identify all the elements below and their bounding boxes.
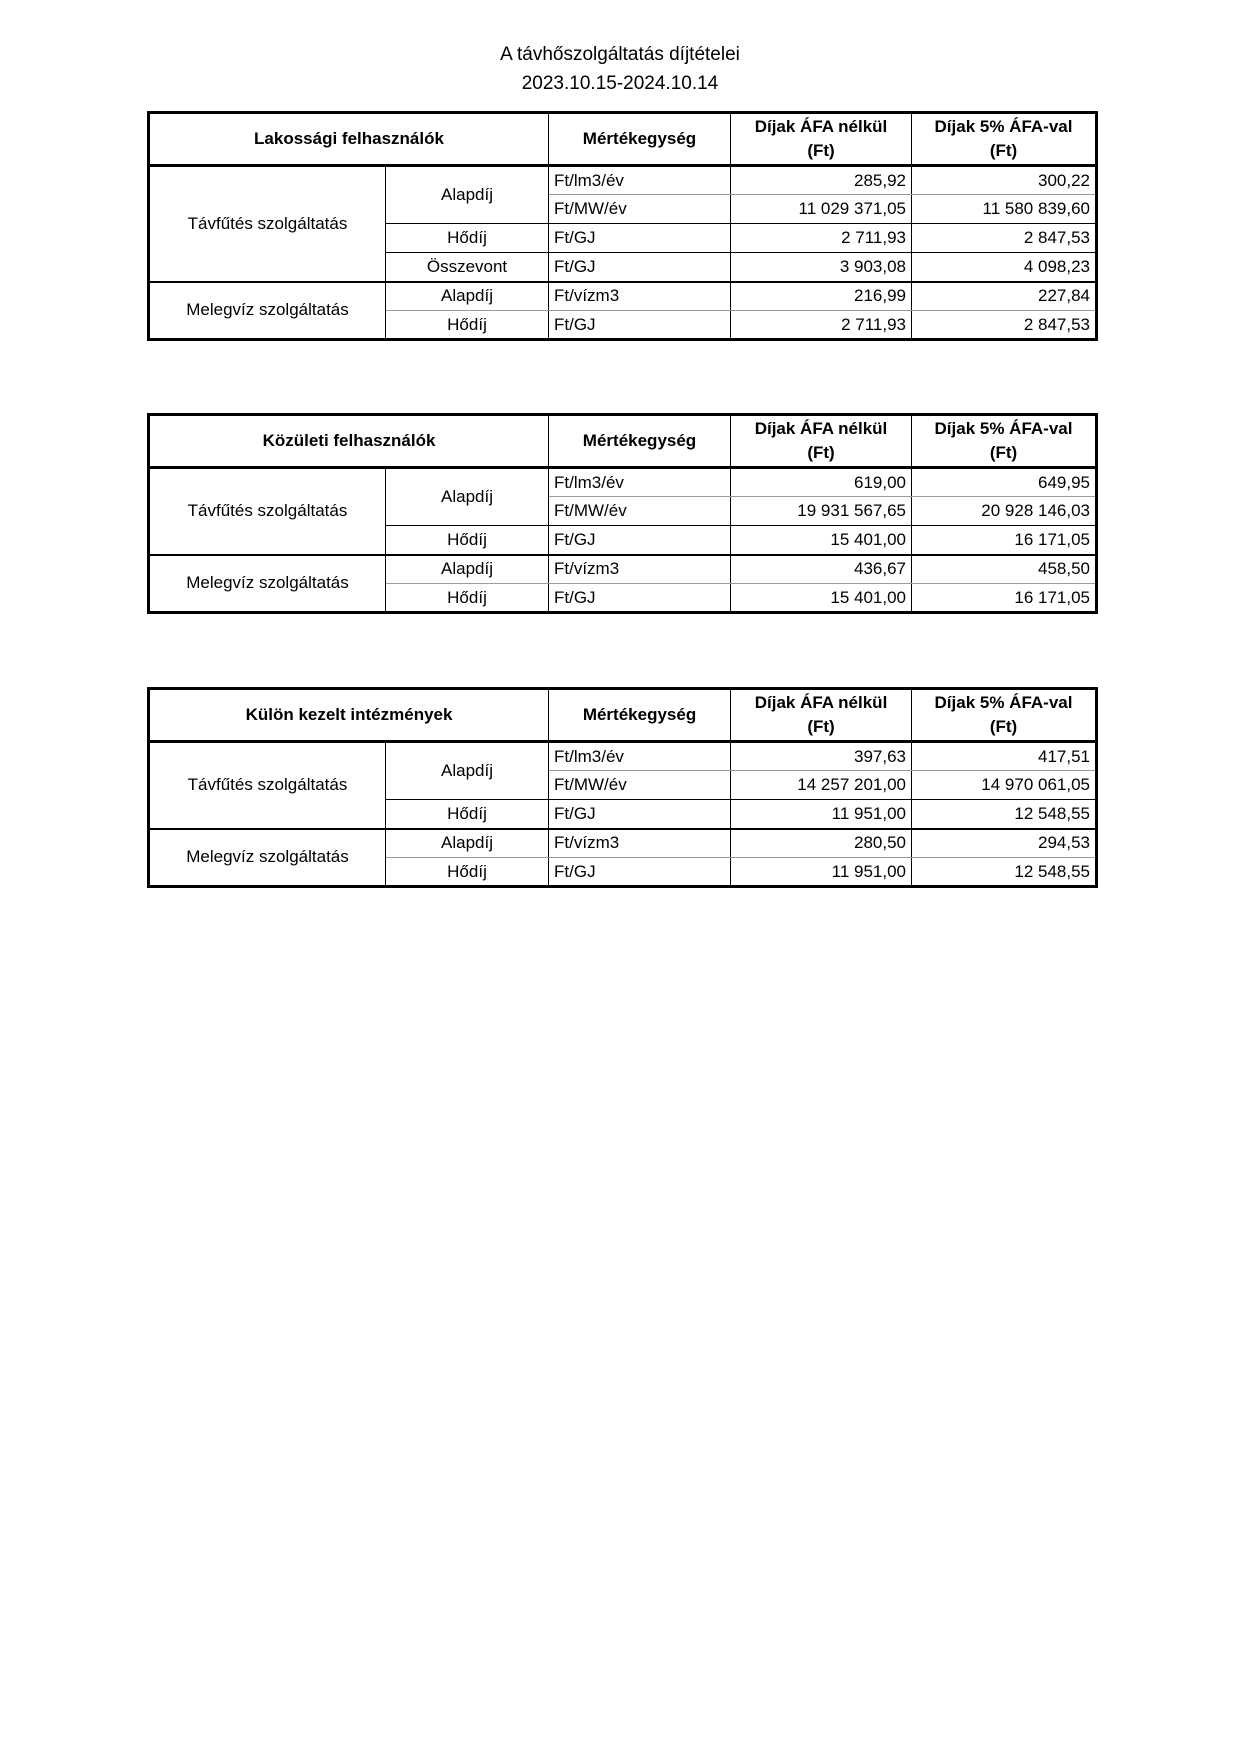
gross-price-cell: 16 171,05 [912,584,1097,613]
column-header-line: Díjak ÁFA nélkül [754,419,888,438]
service-category-cell: Távfűtés szolgáltatás [149,166,386,282]
table-header-row [149,113,1097,166]
gross-price-cell: 11 580 839,60 [912,195,1097,224]
unit-cell: Ft/MW/év [549,497,731,526]
fee-type-cell: Hődíj [386,526,549,555]
net-price-cell: 619,00 [731,468,912,497]
column-header-line: (Ft) [807,443,835,462]
net-price-column-header [731,113,912,166]
unit-cell: Ft/vízm3 [549,829,731,858]
table-row [149,468,1097,497]
residential-tariff-table [147,111,1098,341]
fee-type-cell: Hődíj [386,224,549,253]
net-price-cell: 15 401,00 [731,584,912,613]
fee-type-cell: Alapdíj [386,742,549,800]
net-price-cell: 14 257 201,00 [731,771,912,800]
unit-cell: Ft/GJ [549,858,731,887]
table-row [149,555,1097,584]
gross-price-cell: 458,50 [912,555,1097,584]
unit-column-header: Mértékegység [549,415,731,468]
table-header-row [149,689,1097,742]
gross-price-cell: 16 171,05 [912,526,1097,555]
public-tariff-table [147,413,1098,614]
gross-price-cell: 12 548,55 [912,858,1097,887]
net-price-cell: 11 951,00 [731,800,912,829]
table-row [149,282,1097,311]
gross-price-cell: 649,95 [912,468,1097,497]
fee-type-cell: Hődíj [386,311,549,340]
gross-price-cell: 417,51 [912,742,1097,771]
net-price-cell: 11 029 371,05 [731,195,912,224]
column-header-line: (Ft) [989,443,1018,462]
gross-price-cell: 14 970 061,05 [912,771,1097,800]
unit-column-header: Mértékegység [549,113,731,166]
service-category-cell: Melegvíz szolgáltatás [149,829,386,887]
fee-type-cell: Hődíj [386,858,549,887]
column-header-line: (Ft) [989,141,1018,160]
fee-type-cell: Alapdíj [386,829,549,858]
service-category-cell: Távfűtés szolgáltatás [149,468,386,555]
gross-price-cell: 294,53 [912,829,1097,858]
net-price-cell: 397,63 [731,742,912,771]
service-category-cell: Melegvíz szolgáltatás [149,282,386,340]
net-price-cell: 2 711,93 [731,224,912,253]
fee-type-cell: Alapdíj [386,282,549,311]
consumer-group-header: Külön kezelt intézmények [149,689,549,742]
gross-price-cell: 20 928 146,03 [912,497,1097,526]
unit-cell: Ft/GJ [549,253,731,282]
unit-cell: Ft/MW/év [549,195,731,224]
gross-price-column-header [912,113,1097,166]
service-category-cell: Melegvíz szolgáltatás [149,555,386,613]
net-price-column-header [731,415,912,468]
unit-cell: Ft/lm3/év [549,742,731,771]
column-header-line: Díjak 5% ÁFA-val [934,419,1073,438]
net-price-cell: 2 711,93 [731,311,912,340]
unit-cell: Ft/GJ [549,800,731,829]
fee-type-cell: Összevont [386,253,549,282]
table-header-row [149,415,1097,468]
service-category-cell: Távfűtés szolgáltatás [149,742,386,829]
consumer-group-header: Közületi felhasználók [149,415,549,468]
column-header-line: (Ft) [807,141,835,160]
column-header-line: Díjak ÁFA nélkül [754,117,888,136]
column-header-line: Díjak 5% ÁFA-val [934,693,1073,712]
net-price-cell: 15 401,00 [731,526,912,555]
column-header-line: Díjak 5% ÁFA-val [934,117,1073,136]
gross-price-cell: 2 847,53 [912,224,1097,253]
fee-type-cell: Hődíj [386,584,549,613]
net-price-cell: 11 951,00 [731,858,912,887]
unit-cell: Ft/lm3/év [549,166,731,195]
consumer-group-header: Lakossági felhasználók [149,113,549,166]
gross-price-cell: 2 847,53 [912,311,1097,340]
unit-cell: Ft/GJ [549,584,731,613]
net-price-cell: 285,92 [731,166,912,195]
column-header-line: (Ft) [989,717,1018,736]
unit-cell: Ft/lm3/év [549,468,731,497]
fee-type-cell: Alapdíj [386,166,549,224]
column-header-line: (Ft) [807,717,835,736]
gross-price-cell: 227,84 [912,282,1097,311]
net-price-cell: 216,99 [731,282,912,311]
special-institutions-tariff-table [147,687,1098,888]
document-title: A távhőszolgáltatás díjtételei [500,44,740,65]
unit-cell: Ft/MW/év [549,771,731,800]
title-block [0,40,1240,98]
unit-cell: Ft/GJ [549,311,731,340]
unit-cell: Ft/vízm3 [549,555,731,584]
net-price-cell: 436,67 [731,555,912,584]
unit-cell: Ft/GJ [549,224,731,253]
fee-type-cell: Alapdíj [386,468,549,526]
unit-cell: Ft/vízm3 [549,282,731,311]
table-row [149,742,1097,771]
net-price-column-header [731,689,912,742]
gross-price-column-header [912,689,1097,742]
table-row [149,829,1097,858]
unit-cell: Ft/GJ [549,526,731,555]
gross-price-cell: 4 098,23 [912,253,1097,282]
net-price-cell: 19 931 567,65 [731,497,912,526]
net-price-cell: 3 903,08 [731,253,912,282]
unit-column-header: Mértékegység [549,689,731,742]
fee-type-cell: Hődíj [386,800,549,829]
gross-price-column-header [912,415,1097,468]
table-row [149,166,1097,195]
gross-price-cell: 12 548,55 [912,800,1097,829]
fee-type-cell: Alapdíj [386,555,549,584]
gross-price-cell: 300,22 [912,166,1097,195]
column-header-line: Díjak ÁFA nélkül [754,693,888,712]
net-price-cell: 280,50 [731,829,912,858]
document-date-range: 2023.10.15-2024.10.14 [521,73,719,94]
